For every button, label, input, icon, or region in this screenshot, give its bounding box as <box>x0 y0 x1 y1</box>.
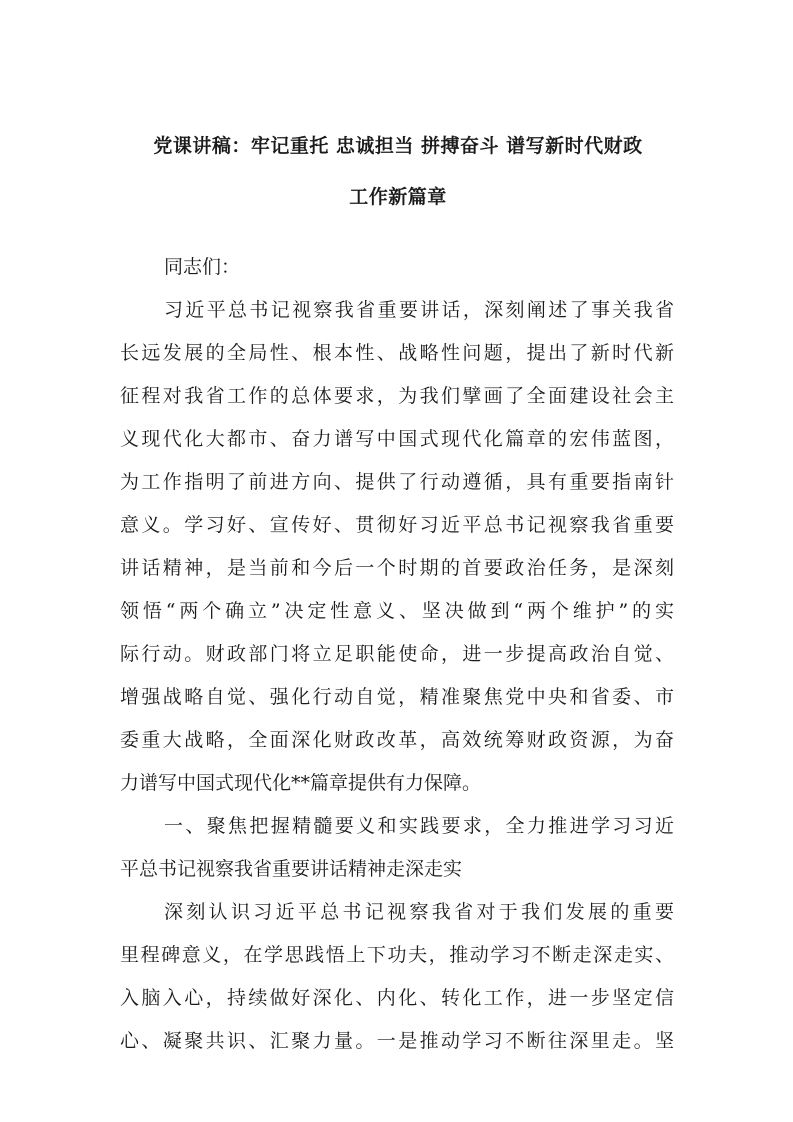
paragraph-2-line: 心、凝聚共识、汇聚力量。一是推动学习不断往深里走。坚 <box>120 1030 674 1052</box>
paragraph-1-line: 意义。学习好、宣传好、贯彻好习近平总书记视察我省重要 <box>120 514 674 536</box>
paragraph-1-line: 习近平总书记视察我省重要讲话，深刻阐述了事关我省 <box>164 299 674 321</box>
paragraph-2-line: 入脑入心，持续做好深化、内化、转化工作，进一步坚定信 <box>120 987 674 1009</box>
section-heading-1-line: 一、聚焦把握精髓要义和实践要求，全力推进学习习近 <box>164 815 674 837</box>
paragraph-2-line: 里程碑意义，在学思践悟上下功夫，推动学习不断走深走实、 <box>120 944 674 966</box>
document-title-line-1: 党课讲稿：牢记重托 忠诚担当 拼搏奋斗 谱写新时代财政 <box>153 135 643 157</box>
paragraph-1-line: 义现代化大都市、奋力谱写中国式现代化篇章的宏伟蓝图， <box>120 428 674 450</box>
paragraph-1-line: 增强战略自觉、强化行动自觉，精准聚焦党中央和省委、市 <box>120 686 674 708</box>
paragraph-1-line: 长远发展的全局性、根本性、战略性问题，提出了新时代新 <box>120 342 674 364</box>
paragraph-1-line: 际行动。财政部门将立足职能使命，进一步提高政治自觉、 <box>120 643 674 665</box>
paragraph-1-line: 讲话精神，是当前和今后一个时期的首要政治任务，是深刻 <box>120 557 674 579</box>
paragraph-1-line: 征程对我省工作的总体要求，为我们擘画了全面建设社会主 <box>120 385 674 407</box>
paragraph-1-line: 力谱写中国式现代化**篇章提供有力保障。 <box>120 772 482 794</box>
paragraph-2-line: 深刻认识习近平总书记视察我省对于我们发展的重要 <box>164 901 674 923</box>
paragraph-1-line: 委重大战略，全面深化财政改革，高效统筹财政资源，为奋 <box>120 729 674 751</box>
paragraph-1-line: 为工作指明了前进方向、提供了行动遵循，具有重要指南针 <box>120 471 674 493</box>
document-title-line-2: 工作新篇章 <box>349 186 447 208</box>
salutation: 同志们： <box>164 256 241 278</box>
paragraph-1-line: 领悟“两个确立”决定性意义、坚决做到“两个维护”的实 <box>120 600 674 622</box>
section-heading-1-line: 平总书记视察我省重要讲话精神走深走实 <box>120 858 463 880</box>
